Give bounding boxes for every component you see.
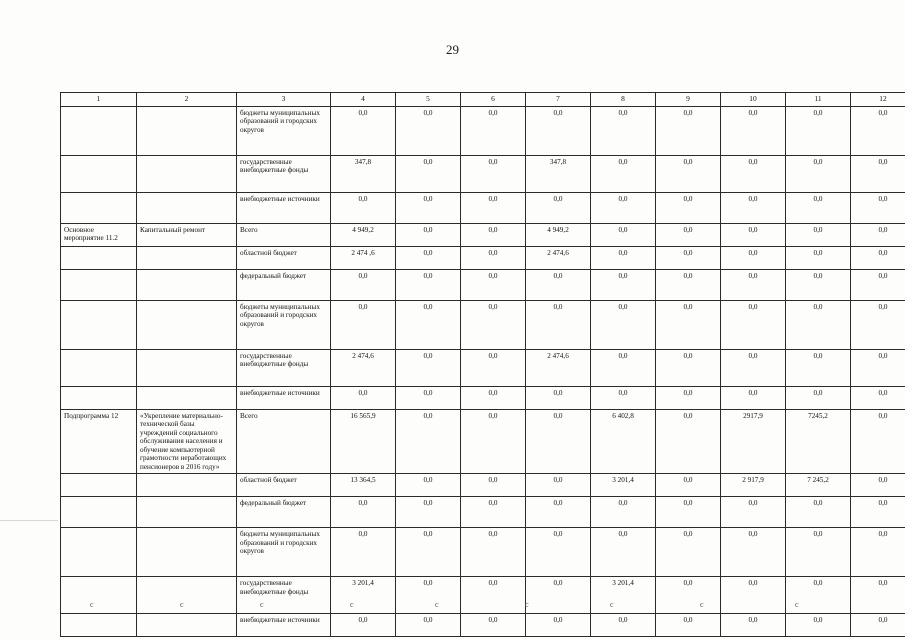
row-value-cell: 0,0 [591,350,656,387]
row-value-cell: 0,0 [461,577,526,614]
row-value-cell: 0,0 [461,156,526,193]
row-value-cell: 3 201,4 [591,577,656,614]
row-value-cell: 0,0 [851,387,905,410]
row-value-cell: 0,0 [656,474,721,497]
row-value-cell: 0,0 [526,107,591,156]
table-row [61,270,905,301]
budget-table-container [60,92,888,637]
column-number-cell: 7 [526,93,591,107]
row-value-cell: 0,0 [396,497,461,528]
row-value-cell: 0,0 [721,193,786,224]
row-value-cell: 0,0 [461,497,526,528]
row-program-cell [61,107,137,156]
bottom-mark: с [610,600,614,609]
row-value-cell: 13 364,5 [331,474,396,497]
row-value-cell: 0,0 [591,301,656,350]
row-program-cell [61,301,137,350]
table-row [61,497,905,528]
row-value-cell: 0,0 [331,614,396,637]
row-value-cell: 0,0 [591,387,656,410]
row-measure-cell [137,497,237,528]
row-program-cell [61,350,137,387]
column-number-cell: 12 [851,93,905,107]
table-row [61,528,905,577]
row-measure-cell [137,301,237,350]
row-value-cell: 0,0 [851,247,905,270]
row-value-cell: 0,0 [526,270,591,301]
row-value-cell: 0,0 [656,301,721,350]
row-value-cell: 0,0 [656,410,721,474]
row-value-cell: 0,0 [656,247,721,270]
row-value-cell: 0,0 [396,156,461,193]
row-value-cell: 0,0 [396,410,461,474]
row-value-cell: 0,0 [656,350,721,387]
row-value-cell: 0,0 [851,577,905,614]
column-number-cell: 2 [137,93,237,107]
table-row [61,247,905,270]
row-value-cell: 0,0 [721,387,786,410]
row-value-cell: 0,0 [396,247,461,270]
row-value-cell: 0,0 [851,528,905,577]
row-value-cell: 0,0 [786,528,851,577]
row-program-cell [61,156,137,193]
row-value-cell: 0,0 [721,156,786,193]
row-value-cell: 7 245,2 [786,474,851,497]
row-value-cell: 0,0 [786,301,851,350]
row-value-cell: 0,0 [786,614,851,637]
row-measure-cell [137,614,237,637]
row-value-cell: 0,0 [786,270,851,301]
row-program-cell [61,387,137,410]
row-program-cell [61,270,137,301]
row-measure-cell: Капитальный ремонт [137,224,237,247]
row-value-cell: 0,0 [331,107,396,156]
row-program-cell: Основное мероприятие 11.2 [61,224,137,247]
table-row [61,156,905,193]
row-value-cell: 0,0 [526,614,591,637]
row-source-cell: государственные внебюджетные фонды [237,350,331,387]
row-value-cell: 0,0 [331,301,396,350]
row-value-cell: 0,0 [721,614,786,637]
row-value-cell: 0,0 [656,193,721,224]
row-value-cell: 0,0 [851,350,905,387]
row-value-cell: 0,0 [591,107,656,156]
table-row [61,350,905,387]
row-value-cell: 0,0 [786,497,851,528]
row-value-cell: 0,0 [851,301,905,350]
row-value-cell: 0,0 [526,387,591,410]
row-value-cell: 0,0 [331,270,396,301]
row-value-cell: 0,0 [396,474,461,497]
row-value-cell: 347,8 [331,156,396,193]
row-value-cell: 0,0 [656,614,721,637]
row-value-cell: 0,0 [461,350,526,387]
row-measure-cell [137,107,237,156]
row-value-cell: 0,0 [656,224,721,247]
row-value-cell: 0,0 [721,497,786,528]
row-source-cell: федеральный бюджет [237,270,331,301]
row-value-cell: 0,0 [851,474,905,497]
row-value-cell: 0,0 [721,350,786,387]
row-value-cell: 0,0 [526,474,591,497]
row-value-cell: 0,0 [786,247,851,270]
row-value-cell: 2 474,6 [331,350,396,387]
row-measure-cell [137,387,237,410]
row-value-cell: 0,0 [396,301,461,350]
row-value-cell: 0,0 [591,614,656,637]
row-value-cell: 2 917,9 [721,474,786,497]
table-row [61,107,905,156]
bottom-mark: с [435,600,439,609]
row-program-cell [61,497,137,528]
row-measure-cell [137,270,237,301]
column-number-cell: 9 [656,93,721,107]
row-value-cell: 0,0 [461,270,526,301]
row-value-cell: 0,0 [396,224,461,247]
row-value-cell: 0,0 [461,410,526,474]
table-row [61,301,905,350]
table-row [61,387,905,410]
table-body [61,93,905,637]
column-number-cell: 5 [396,93,461,107]
row-value-cell: 0,0 [786,224,851,247]
page-number: 29 [446,42,459,57]
row-source-cell: федеральный бюджет [237,497,331,528]
table-row [61,614,905,637]
row-value-cell: 0,0 [656,107,721,156]
column-number-cell: 6 [461,93,526,107]
row-value-cell: 4 949,2 [331,224,396,247]
row-value-cell: 0,0 [721,528,786,577]
budget-table [60,92,905,637]
row-program-cell [61,193,137,224]
row-value-cell: 0,0 [591,224,656,247]
column-number-cell: 10 [721,93,786,107]
row-source-cell: бюджеты муниципальных образований и городских округов [237,528,331,577]
row-source-cell: внебюджетные источники [237,614,331,637]
bottom-mark: с [180,600,184,609]
row-value-cell: 4 949,2 [526,224,591,247]
row-value-cell: 0,0 [786,193,851,224]
row-source-cell: внебюджетные источники [237,387,331,410]
row-value-cell: 0,0 [786,577,851,614]
row-source-cell: бюджеты муниципальных образований и городских округов [237,107,331,156]
table-row [61,193,905,224]
row-value-cell: 0,0 [656,387,721,410]
row-value-cell: 0,0 [396,350,461,387]
bottom-mark: с [525,600,529,609]
bottom-mark: с [795,600,799,609]
row-value-cell: 0,0 [591,247,656,270]
row-value-cell: 0,0 [461,474,526,497]
row-value-cell: 0,0 [851,107,905,156]
row-value-cell: 0,0 [786,107,851,156]
row-value-cell: 0,0 [656,577,721,614]
row-value-cell: 0,0 [591,528,656,577]
row-value-cell: 0,0 [526,193,591,224]
row-value-cell: 0,0 [461,301,526,350]
row-source-cell: областной бюджет [237,474,331,497]
row-value-cell: 0,0 [461,107,526,156]
row-value-cell: 0,0 [721,577,786,614]
row-source-cell: бюджеты муниципальных образований и городских округов [237,301,331,350]
row-program-cell [61,474,137,497]
row-value-cell: 0,0 [526,497,591,528]
row-value-cell: 0,0 [461,247,526,270]
column-number-cell: 8 [591,93,656,107]
row-value-cell: 0,0 [331,497,396,528]
row-value-cell: 0,0 [721,270,786,301]
row-program-cell: Подпрограмма 12 [61,410,137,474]
row-value-cell: 0,0 [851,270,905,301]
row-value-cell: 3 201,4 [591,474,656,497]
column-number-cell: 3 [237,93,331,107]
row-program-cell [61,247,137,270]
page-edge-mark-left [0,520,58,521]
row-program-cell [61,614,137,637]
row-value-cell: 0,0 [656,270,721,301]
column-number-cell: 1 [61,93,137,107]
table-column-number-row [61,93,905,107]
row-value-cell: 0,0 [526,577,591,614]
row-value-cell: 0,0 [396,107,461,156]
row-value-cell: 0,0 [526,410,591,474]
row-source-cell: Всего [237,224,331,247]
row-value-cell: 2 474 ,6 [331,247,396,270]
row-value-cell: 0,0 [656,156,721,193]
row-value-cell: 0,0 [591,497,656,528]
row-source-cell: государственные внебюджетные фонды [237,156,331,193]
row-value-cell: 0,0 [331,193,396,224]
row-source-cell: внебюджетные источники [237,193,331,224]
row-value-cell: 0,0 [656,497,721,528]
row-value-cell: 0,0 [786,156,851,193]
row-value-cell: 0,0 [526,301,591,350]
row-value-cell: 0,0 [526,528,591,577]
row-value-cell: 0,0 [396,387,461,410]
row-value-cell: 0,0 [851,410,905,474]
row-value-cell: 7245,2 [786,410,851,474]
bottom-mark: с [260,600,264,609]
bottom-mark: с [90,600,94,609]
table-row [61,410,905,474]
row-value-cell: 0,0 [591,156,656,193]
row-value-cell: 0,0 [851,224,905,247]
table-row [61,224,905,247]
row-value-cell: 0,0 [396,193,461,224]
row-value-cell: 2 474,6 [526,247,591,270]
bottom-marks-row [60,600,850,616]
table-row [61,474,905,497]
row-value-cell: 0,0 [786,387,851,410]
row-value-cell: 0,0 [721,224,786,247]
row-source-cell: областной бюджет [237,247,331,270]
row-value-cell: 347,8 [526,156,591,193]
bottom-mark: с [350,600,354,609]
row-value-cell: 0,0 [461,528,526,577]
row-value-cell: 0,0 [721,107,786,156]
row-value-cell: 2 474,6 [526,350,591,387]
row-measure-cell [137,247,237,270]
row-value-cell: 0,0 [591,270,656,301]
row-value-cell: 0,0 [851,156,905,193]
row-value-cell: 0,0 [461,614,526,637]
bottom-mark: с [700,600,704,609]
row-value-cell: 0,0 [461,193,526,224]
row-value-cell: 2917,9 [721,410,786,474]
row-value-cell: 0,0 [396,528,461,577]
row-source-cell: Всего [237,410,331,474]
column-number-cell: 4 [331,93,396,107]
row-value-cell: 0,0 [396,270,461,301]
row-value-cell: 0,0 [331,528,396,577]
row-value-cell: 0,0 [461,387,526,410]
row-value-cell: 0,0 [786,350,851,387]
row-value-cell: 3 201,4 [331,577,396,614]
row-measure-cell [137,156,237,193]
row-value-cell: 0,0 [656,528,721,577]
row-value-cell: 0,0 [851,497,905,528]
row-value-cell: 16 565,9 [331,410,396,474]
column-number-cell: 11 [786,93,851,107]
row-measure-cell: «Укрепление материально-технической базы учреждений социального обслуживания населения и обучение компьютерной грамотности неработающих пенсионеров в 2016 году» [137,410,237,474]
row-value-cell: 0,0 [331,387,396,410]
row-value-cell: 6 402,8 [591,410,656,474]
row-value-cell: 0,0 [851,193,905,224]
row-source-cell: государственные внебюджетные фонды [237,577,331,614]
row-program-cell [61,528,137,577]
row-value-cell: 0,0 [396,577,461,614]
row-value-cell: 0,0 [721,247,786,270]
row-value-cell: 0,0 [591,193,656,224]
row-value-cell: 0,0 [851,614,905,637]
row-value-cell: 0,0 [461,224,526,247]
row-measure-cell [137,350,237,387]
row-measure-cell [137,193,237,224]
row-value-cell: 0,0 [721,301,786,350]
row-value-cell: 0,0 [396,614,461,637]
row-measure-cell [137,528,237,577]
row-measure-cell [137,474,237,497]
